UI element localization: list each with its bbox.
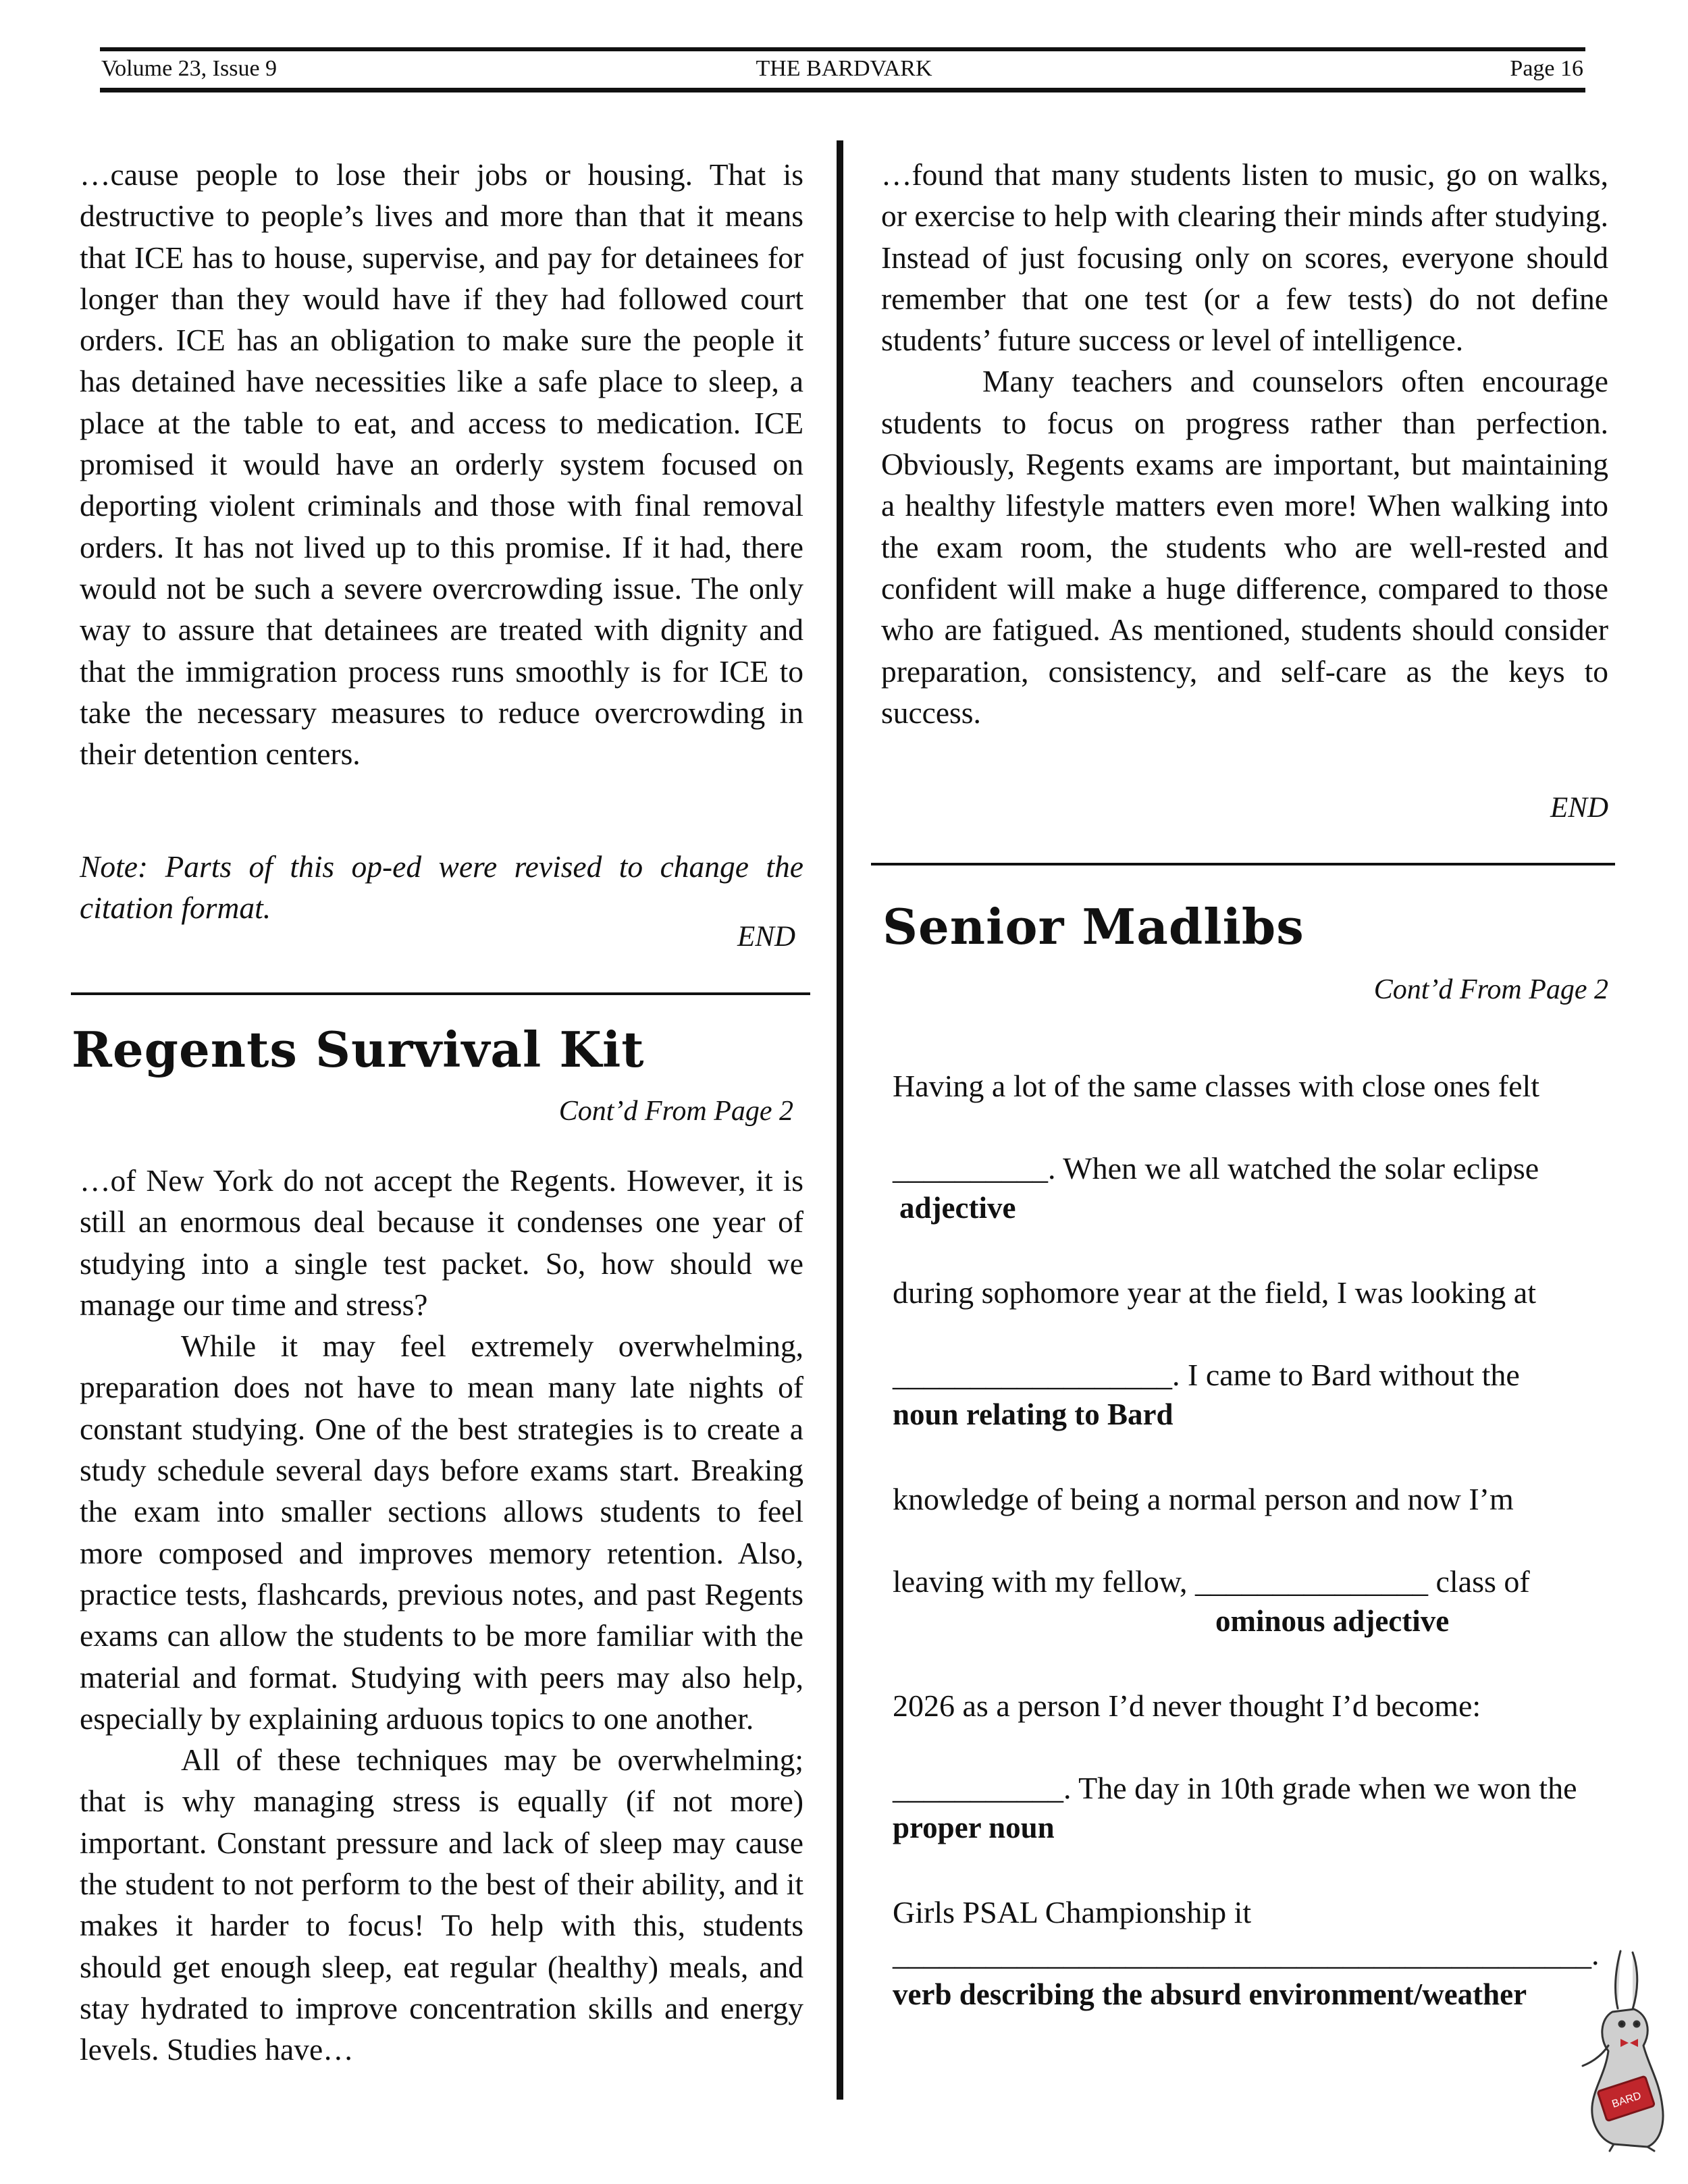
section-rule-left <box>71 992 810 995</box>
op-ed-end-marker: END <box>737 921 795 953</box>
regents-title: Regents Survival Kit <box>72 1021 645 1078</box>
madlib-cue-adjective: adjective <box>899 1191 1016 1225</box>
madlib-cue-noun: noun relating to Bard <box>893 1397 1173 1431</box>
madlib-line-7: 2026 as a person I’d never thought I’d become: <box>893 1688 1481 1723</box>
regents-paragraph-2: While it may feel extremely overwhelming, preparation does not have to mean many late nights of constant studying. One of the best strategies is to create a study schedule several days before exams start. Breaking the exam into smaller sections allows students to feel more composed and improves memory retention. Also, practice tests, flashcards, previous notes, and past Regents exams can allow the students to be more familiar with the material and format. Studying with peers may also help, especially by explaining arduous topics to one another. <box>80 1329 803 1736</box>
section-rule-right <box>871 863 1615 865</box>
regents-end-block <box>881 791 1608 824</box>
madlib-line-10: _____________________________________________. <box>893 1937 1600 1971</box>
madlib-line-4: __________________. I came to Bard without the <box>893 1358 1520 1392</box>
madlib-line-3: during sophomore year at the field, I was looking at <box>893 1275 1536 1310</box>
issue-volume: Volume 23, Issue 9 <box>101 56 278 81</box>
op-ed-note: Note: Parts of this op-ed were revised to change the citation format. <box>80 849 803 926</box>
mascot-book-label: BARD <box>1610 2089 1643 2110</box>
regents-paragraph-1: …of New York do not accept the Regents. However, it is still an enormous deal because it condenses one year of studying into a single test packet. So, how should we manage our time and stress? <box>80 1163 803 1322</box>
regents-continued-paragraph-1: …found that many students listen to music, go on walks, or exercise to help with clearing their minds after studying. Instead of just focusing only on scores, everyone should remember that one test (or a few tests) do not define students’ future success or level of intelligence. <box>881 157 1608 358</box>
madlib-line-2: __________. When we all watched the solar eclipse <box>893 1151 1539 1186</box>
regents-end-marker: END <box>1550 792 1608 824</box>
regents-article <box>80 1160 803 2071</box>
madlib-cue-proper-noun: proper noun <box>893 1811 1055 1844</box>
madlibs-contd: Cont’d From Page 2 <box>1373 974 1608 1005</box>
op-ed-end-block <box>80 920 803 953</box>
madlib-line-8: ___________. The day in 10th grade when we won the <box>893 1771 1577 1805</box>
regents-continuation <box>881 154 1608 733</box>
madlib-line-1: Having a lot of the same classes with close ones felt <box>893 1069 1540 1103</box>
regents-contd: Cont’d From Page 2 <box>558 1096 793 1127</box>
op-ed-continuation <box>80 154 803 774</box>
header-top-rule <box>100 47 1585 51</box>
madlib-line-9: Girls PSAL Championship it <box>893 1895 1252 1929</box>
madlib-line-5: knowledge of being a normal person and now I’m <box>893 1482 1514 1516</box>
column-divider <box>837 140 843 2100</box>
regents-continued-paragraph-2: Many teachers and counselors often encourage students to focus on progress rather than perfection. Obviously, Regents exams are important, but maintaining a healthy lifestyle matters even more! When walking into the exam room, the students who are well-rested and confident will make a huge difference, compared to those who are fatigued. As mentioned, students should consider preparation, consistency, and self-care as the keys to success. <box>881 364 1608 730</box>
publication-name: THE BARDVARK <box>756 56 932 81</box>
op-ed-note-block <box>80 846 803 929</box>
madlib-cue-verb: verb describing the absurd environment/weather <box>893 1977 1527 2011</box>
madlib-cue-ominous-adjective: ominous adjective <box>1215 1604 1450 1638</box>
regents-paragraph-3: All of these techniques may be overwhelming; that is why managing stress is equally (if not more) important. Constant pressure and lack of sleep may cause the student to not perform to the best of their ability, and it makes it harder to focus! To help with this, students should get enough sleep, eat regular (healthy) meals, and stay hydrated to improve concentration skills and energy levels. Studies have… <box>80 1742 803 2067</box>
aardvark-mascot-icon <box>1573 1944 1674 2154</box>
madlibs-title: Senior Madlibs <box>882 898 1304 955</box>
madlib-line-6: leaving with my fellow, _______________ class of <box>893 1564 1530 1599</box>
op-ed-text: …cause people to lose their jobs or housing. That is destructive to people’s lives and more than that it means that ICE has to house, supervise, and pay for detainees for longer than they would have if they had followed court orders. ICE has an obligation to make sure the people it has detained have necessities like a safe place to sleep, a place at the table to eat, and access to medication. ICE promised it would have an orderly system focused on deporting violent criminals and those with final removal orders. It has not lived up to this promise. If it had, there would not be such a severe overcrowding issue. The only way to assure that detainees are treated with dignity and that the immigration process runs smoothly is for ICE to take the necessary measures to reduce overcrowding in their detention centers. <box>80 157 803 772</box>
header-bottom-rule <box>100 88 1585 92</box>
page-number: Page 16 <box>1510 56 1583 81</box>
